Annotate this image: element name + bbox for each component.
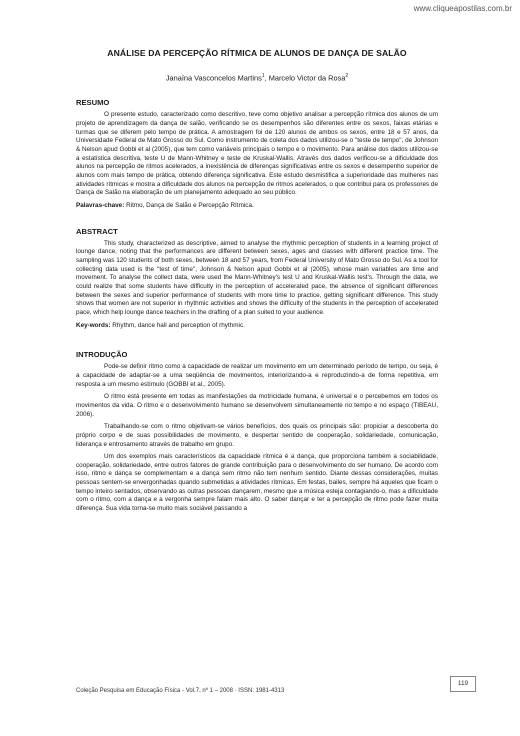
intro-paragraph: Trabalhando-se com o ritmo objetivam-se vários benefícios, dos quais os principais são: propiciar a descoberta do próprio corpo e de suas possibilidades de movimento, e despertar sentido de cooperação, solidariedade, comunicação, liderança e entrosamento através de trabalho em grupo. — [76, 423, 438, 448]
author-footnote-marker: 2 — [345, 73, 349, 79]
author-name: Marcelo Victor da Rosa — [268, 73, 346, 83]
keywords-text: Ritmo, Dança de Salão e Percepção Rítmica. — [124, 202, 254, 210]
palavras-chave — [76, 202, 438, 211]
keywords-label: Key-words: — [76, 321, 111, 329]
resumo-heading: RESUMO — [76, 98, 110, 108]
author-footnote-marker: 1 — [261, 73, 265, 79]
introducao-heading: INTRODUÇÃO — [76, 350, 128, 360]
author-name: Janaína Vasconcelos Martins — [165, 73, 262, 83]
article — [76, 48, 438, 514]
abstract-paragraph: This study, characterized as descriptive, aimed to analyse the rhythmic perception of students in a learning project of lounge dance, noting that the performances are different between sexes, ages and classes with different practice time. The sampling was 120 students of both sexes, between 18 and 57 years, from Federal University of Mato Grosso do Sul. As a tool for collecting data used is the "test of time", Johnson & Nelson apud Gobbi et al (2005), whose main variables are time and movement. To analyse the collect data, were used the Mann-Whitney's test U and Kruskal-Wallis test's. Through the data, we could realize that some students have difficulty in the perception of accelerated pace, the absence of significant differences between the sexes and superior performance of students with more time to practice, getting significant difference. This study shows that women are not superior in rhythmic activities and shows the difficulty of the students in the perception of accelerated pace, which help lounge dance teachers in the drafting of a plan suited to your audience. — [76, 239, 438, 316]
journal-footer: Coleção Pesquisa em Educação Física - Vol.7, nº 1 – 2008 · ISSN: 1981-4313 — [76, 688, 285, 694]
watermark-url: www.cliqueapostilas.com.br — [413, 4, 512, 13]
key-words — [76, 322, 438, 331]
keywords-text: Rhythm, dance hall and perception of rhythmic. — [110, 321, 245, 329]
keywords-label: Palavras-chave: — [76, 202, 125, 210]
intro-paragraph: O ritmo está presente em todas as manifestações da motricidade humana, é universal e o percebemos em todos os movimentos da vida. O ritmo e o desenvolvimento humano se desenvolvem simultaneamente no tempo e no espaço (TIBEAU, 2006). — [76, 393, 438, 418]
intro-paragraph: Um dos exemplos mais característicos da capacidade rítmica é a dança, que proporciona também a sociabilidade, cooperação, solidariedade, entre outros fatores de grande contribuição para o desenvolvimento do ser humano. De acordo com isso, ritmo e dança se complementam e a dança sem ritmo não tem nenhum sentido. Diante dessas considerações, muitas pessoas sentem-se envergonhadas quando submetidas a atividades rítmicas. Em festas, bailes, sempre há aqueles que ficam o tempo inteiro sentados, observando as outras pessoas dançarem, mesmo que a música esteja contagiando-o, mas a dificuldade com o ritmo, com a dança e a vergonha sempre falam mais alto. O saber dançar e ter a percepção de ritmo pode fazer muita diferença. Sua vida torna-se muito mais sociável passando a — [76, 453, 438, 513]
page-number: 119 — [450, 676, 476, 692]
resumo-paragraph: O presente estudo, caracterizado como descritivo, teve como objetivo analisar a percepção rítmica dos alunos de um projeto de aprendizagem da dança de salão, verificando se os desempenhos são diferentes entre os sexos, faixas etárias e turmas que se diferem pelo tempo de prática. A amostragem foi de 120 alunos de ambos os sexos, entre 18 e 57 anos, da Universidade Federal de Mato Grosso do Sul. Como instrumento de coleta dos dados utilizou-se o "teste de tempo", de Johnson & Nelson apud Gobbi et al (2005), que tem como variáveis principais o tempo e o movimento. Para análise dos dados utilizou-se a estatística descritiva, teste U de Mann-Whitney e teste de Kruskal-Wallis. Através dos dados verificou-se a dificuldade dos alunos na percepção de ritmos acelerados, a inexistência de diferenças significativas entre os sexos e desempenho superior de alunos com mais tempo de prática, obtendo diferença significativa. Este estudo desmistifica a superioridade das mulheres nas atividades rítmicas e mostra a dificuldade dos alunos na percepção de ritmos acelerados, o que contribui para os professores de Dança de Salão na elaboração de um planejamento adequado ao seu público. — [76, 111, 438, 197]
author-line — [76, 73, 438, 82]
intro-paragraph: Pode-se definir ritmo como a capacidade de realizar um movimento em um determinado período de tempo, ou seja, é a capacidade de adaptar-se a uma seqüência de movimentos, interiorizando-a e reproduzindo-a de forma repetitiva, em resposta a um mesmo estímulo (GOBBI et al., 2005). — [76, 363, 438, 388]
abstract-heading: ABSTRACT — [76, 226, 118, 236]
author-separator: , — [264, 73, 269, 83]
article-title: ANÁLISE DA PERCEPÇÃO RÍTMICA DE ALUNOS DE DANÇA DE SALÃO — [107, 48, 407, 58]
